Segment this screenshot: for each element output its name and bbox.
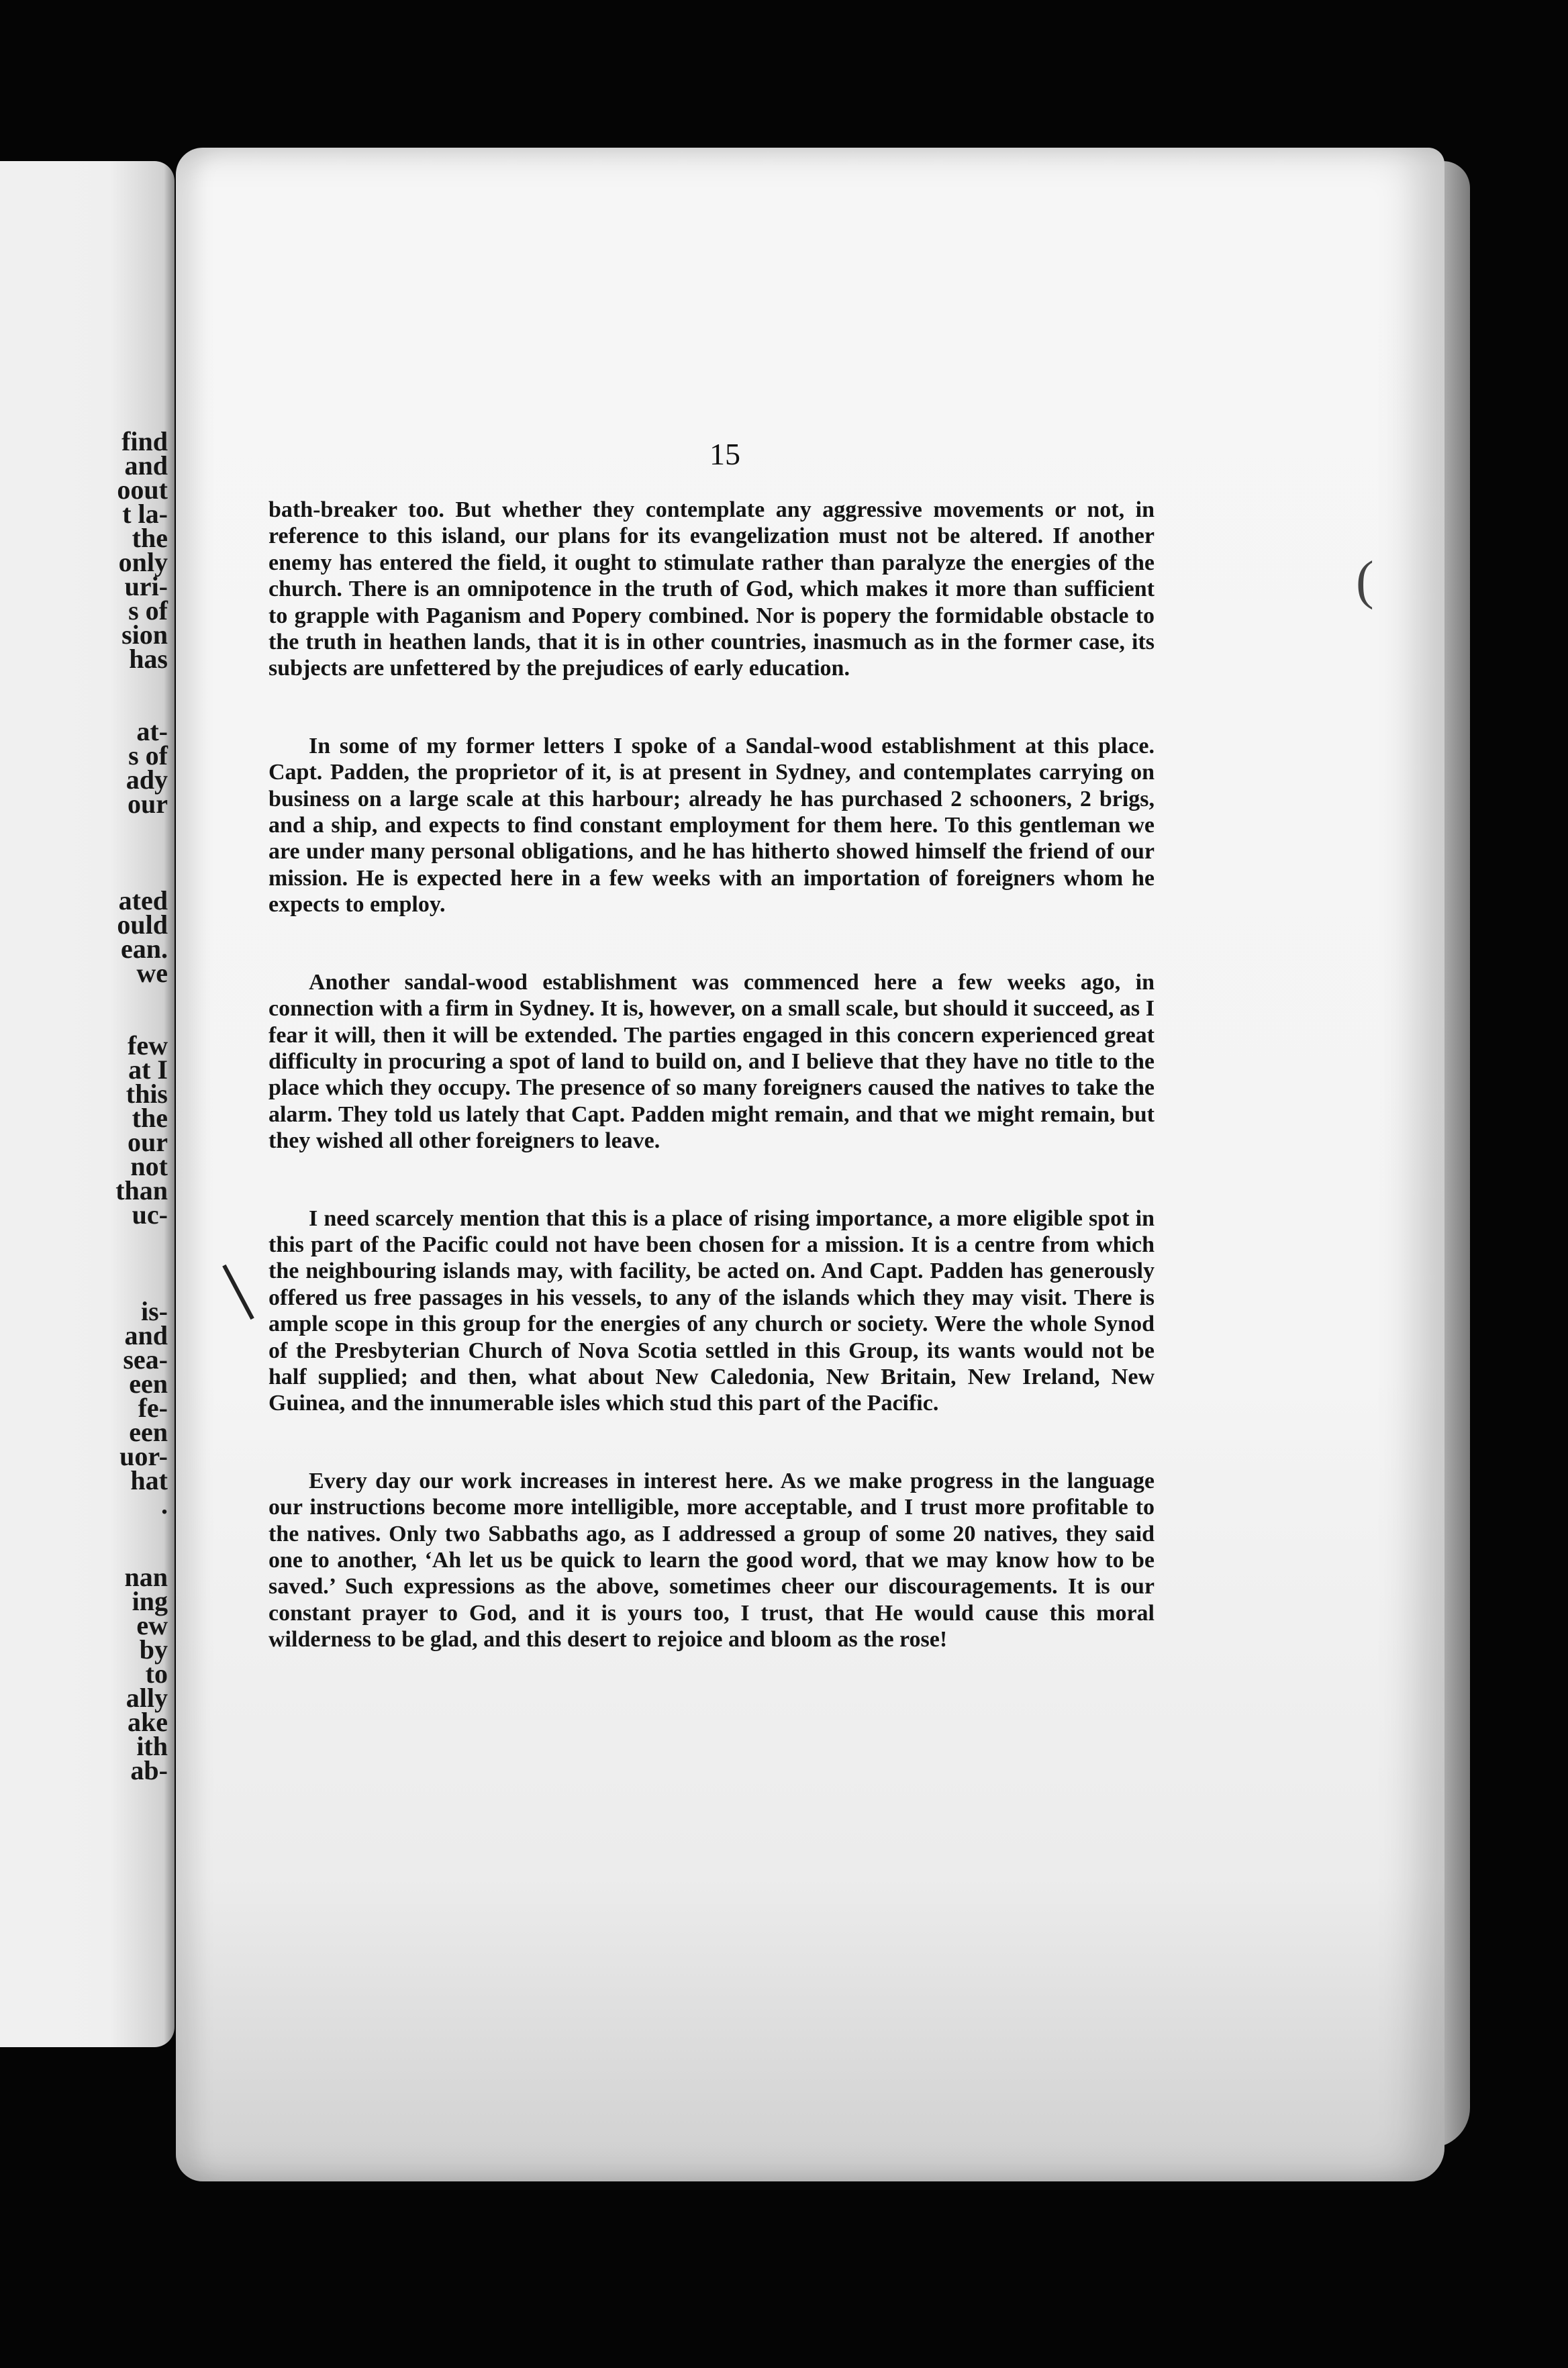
previous-page-line: by [139,1634,168,1665]
previous-page-line [0,671,168,695]
paragraph-2: In some of my former letters I spoke of a Sandal-wood establishment at this place. Capt. Padden, the proprietor of it, is at present in Sydney, and contemplates carrying on business on a large scale at this harbour; already he has purchased 2 schooners, 2 brigs, and a ship, and expects to find constant employment for them here. To this gentleman we are under many personal obligations, and he has hitherto showed himself the friend of our mission. He is expected here in a few weeks with an importation of foreigners whom he expects to employ. [268,733,1155,918]
previous-page-line: uri- [124,571,168,601]
previous-page-line [0,1251,168,1275]
previous-page-line: ould [117,909,168,940]
previous-page-line: een [129,1417,168,1447]
previous-page-line: is- [141,1296,168,1326]
paragraph-4: I need scarcely mention that this is a place of rising importance, a more eligible spot in this part of the Pacific could not have been chosen for a mission. It is a centre from which the neighbouring islands may, with facility, be acted on. And Capt. Padden has generously offered us free passages in his vessels, to any of the islands which they may visit. There is ample scope in this group for the energies of any church or society. Were the whole Synod of the Presbyterian Church of Nova Scotia settled in this Group, its wants would not be half supplied; and then, what about New Caledonia, New Britain, New Ireland, New Guinea, and the innumerable isles which stud this part of the Pacific. [268,1205,1155,1416]
paragraph-1: bath-breaker too. But whether they contemplate any aggressive movements or not, in reference to this island, our plans for its evangelization must not be altered. If another enemy has entered the field, it ought to stimulate rather than paralyze the energies of the church. There is an omnipotence in the truth of God, which makes it more than sufficient to grapple with Paganism and Popery combined. Nor is popery the formidable obstacle to the truth in heathen lands, that it is in other countries, inasmuch as in the former case, its subjects are unfettered by the prejudices of early education. [268,497,1155,681]
previous-page-line: sea- [123,1344,168,1375]
previous-page-line: find [121,426,168,456]
previous-page-line: ake [128,1707,168,1737]
previous-page-line [0,1517,168,1541]
previous-page-line [0,840,168,865]
previous-page-line: . [161,1489,168,1520]
previous-page-line: hat [130,1465,168,1495]
previous-page-line: ew [136,1610,168,1640]
page-body [268,497,1155,1653]
previous-page-line: our [128,1127,168,1157]
previous-page-line [0,985,168,1009]
previous-page-line: ally [126,1683,168,1713]
previous-page-line: to [145,1659,168,1689]
previous-page-line: sion [121,620,168,650]
previous-page-line: fe- [138,1393,168,1423]
previous-page-line: s of [128,595,168,626]
previous-page-line [0,1227,168,1251]
previous-page-line: s of [128,740,168,771]
previous-page-line: ab- [130,1755,168,1785]
previous-page-line: een [129,1369,168,1399]
previous-page-line: ated [118,885,168,916]
previous-page-line: the [132,523,168,553]
previous-page-line: we [136,958,168,988]
previous-page-line: than [115,1175,168,1205]
previous-page-line: has [129,644,168,674]
paragraph-3: Another sandal-wood establishment was commenced here a few weeks ago, in connection with a firm in Sydney. It is, however, on a small scale, but should it succeed, as I fear it will, then it will be extended. The parties engaged in this concern experienced great difficulty in procuring a spot of land to build on, and I believe that they have no title to the place which they occupy. The presence of so many foreigners caused the natives to take the alarm. They told us lately that Capt. Padden might remain, and that we might remain, but they wished all other foreigners to leave. [268,969,1155,1154]
previous-page-text-column [0,426,168,1785]
previous-page-line: uor- [119,1441,168,1471]
previous-page-line: oout [117,475,168,505]
previous-page-line: at I [128,1054,168,1085]
previous-page-line: at- [136,716,168,746]
previous-page-line: ady [126,764,168,795]
margin-bracket-mark: ( [1356,551,1374,610]
previous-page-line: our [128,789,168,819]
previous-page-fragment [0,161,175,2047]
previous-page-line: the [132,1103,168,1133]
previous-page-line: uc- [132,1199,168,1230]
previous-page-line: ing [132,1586,168,1616]
paragraph-5: Every day our work increases in interest here. As we make progress in the language our instructions become more intelligible, more acceptable, and I trust more profitable to the natives. Only two Sabbaths ago, as I addressed a group of some 20 natives, they said one to another, ‘Ah let us be quick to learn the good word, that we may know how to be saved.’ Such expressions as the above, sometimes cheer our discouragements. It is our constant prayer to God, and it is yours too, I trust, that He would cause this moral wilderness to be glad, and this desert to rejoice and bloom as the rose! [268,1468,1155,1652]
page-number: 15 [709,437,740,471]
previous-page-line: few [128,1030,168,1060]
previous-page-line: ean. [121,934,168,964]
previous-page-line: nan [124,1562,168,1592]
previous-page-line: not [130,1151,168,1181]
previous-page-line: and [124,450,168,481]
previous-page-line: only [118,547,168,577]
previous-page-line [0,816,168,840]
previous-page-line: this [126,1079,168,1109]
previous-page-line: and [124,1320,168,1350]
previous-page-line: ith [136,1731,168,1761]
previous-page-line: t la- [122,499,168,529]
